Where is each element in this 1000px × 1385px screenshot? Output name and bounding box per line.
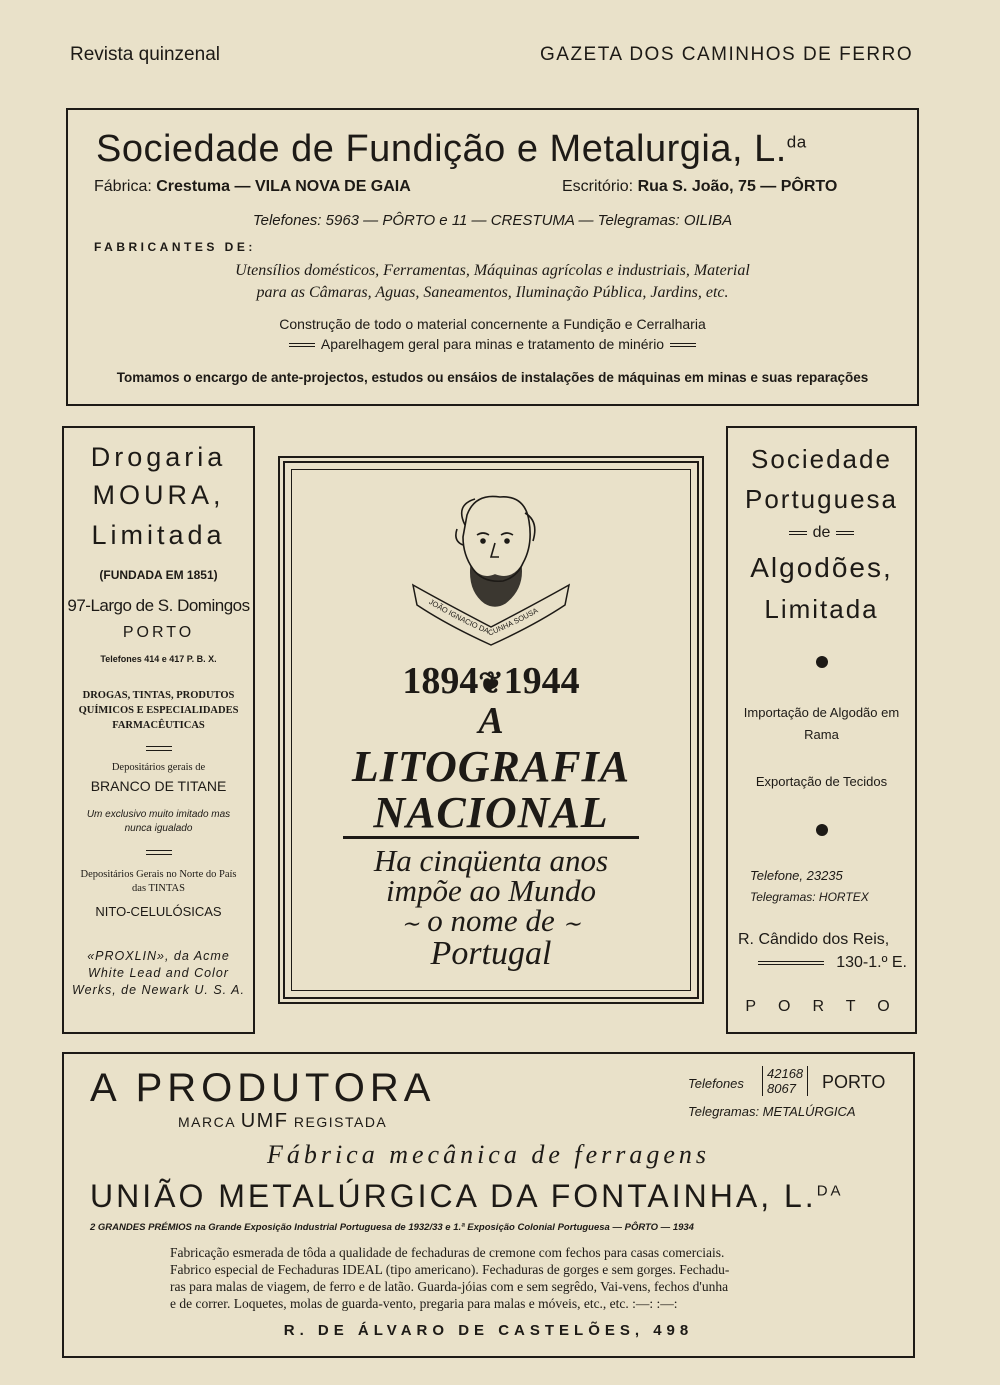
drogaria-branco: BRANCO DE TITANE xyxy=(90,778,227,794)
slogan-line-1: Ha cinqüenta anos xyxy=(373,843,609,878)
drogaria-exclusivo: Um exclusivo muito imitado mas nunca igualado xyxy=(86,809,231,834)
algodoes-telefone: Telefone, 23235 xyxy=(750,868,843,883)
aparelhagem-line: Aparelhagem geral para minas e tratamento de minério xyxy=(320,336,665,352)
produtora-premios: 2 GRANDES PRÉMIOS na Grande Exposição Industrial Portuguesa de 1932/33 e 1.ª Exposição Colonial Portuguesa — PÔRTO — 1934 xyxy=(90,1222,694,1233)
litografia-a: A xyxy=(478,700,504,742)
divider xyxy=(146,850,172,855)
drogaria-name-1: Drogaria xyxy=(90,442,227,472)
years-start: 1894 xyxy=(402,660,479,702)
algodoes-porto: PORTO xyxy=(745,998,912,1015)
rule-left xyxy=(758,961,824,965)
algodoes-de-row xyxy=(728,524,915,542)
bullet-icon xyxy=(816,656,828,668)
fabrica-label: Fábrica: xyxy=(94,178,152,195)
uniao-sup: DA xyxy=(816,1182,844,1200)
drogaria-depositarios-2: Depositários Gerais no Norte do País das TINTAS xyxy=(80,869,237,894)
drogaria-name-2: MOURA, xyxy=(92,480,225,510)
litografia-years xyxy=(285,659,697,703)
litografia-nacional: NACIONAL xyxy=(373,788,609,837)
produtora-tel-city: PORTO xyxy=(822,1072,886,1092)
laurel-icon: ❦ xyxy=(478,667,504,700)
ad-algodoes xyxy=(726,426,917,1034)
ad-drogaria xyxy=(62,426,255,1034)
algodoes-exportacao: Exportação de Tecidos xyxy=(755,774,888,789)
marca-registada: REGISTADA xyxy=(293,1114,388,1130)
slogan-line-4: Portugal xyxy=(430,935,552,972)
algodoes-importacao: Importação de Algodão em Rama xyxy=(743,705,900,742)
portrait-illustration xyxy=(405,485,577,647)
header-left: Revista quinzenal xyxy=(70,44,220,65)
slogan-line-2: impõe ao Mundo xyxy=(385,873,597,908)
fabricantes-heading: FABRICANTES DE: xyxy=(94,240,256,254)
escritorio-value: Rua S. João, 75 — PÔRTO xyxy=(637,178,838,195)
algodoes-numero-row xyxy=(736,954,907,972)
fundicao-telefones: Telefones: 5963 — PÔRTO e 11 — CRESTUMA — Telegramas: OILIBA xyxy=(252,212,733,229)
body-line-2: Fabrico especial de Fechaduras IDEAL (tipo americano). Fechaduras de gorges e sem gorges. Fechadu- xyxy=(170,1262,730,1277)
divider xyxy=(146,746,172,751)
drogaria-telefones: Telefones 414 e 417 P. B. X. xyxy=(100,654,217,664)
produtora-title: A PRODUTORA xyxy=(90,1066,436,1110)
fabrica-value: Crestuma — VILA NOVA DE GAIA xyxy=(156,178,411,195)
algodoes-name-5: Limitada xyxy=(764,594,879,624)
drogaria-address: 97-Largo de S. Domingos xyxy=(67,596,250,615)
ad-litografia xyxy=(278,456,704,1004)
tomamos-line: Tomamos o encargo de ante-projectos, estudos ou ensáios de instalações de máquinas em minas e suas reparações xyxy=(116,370,869,385)
bullet-icon xyxy=(816,824,828,836)
produtora-fabrica: Fábrica mecânica de ferragens xyxy=(266,1140,711,1169)
produtora-telegramas: Telegramas: METALÚRGICA xyxy=(688,1104,856,1119)
tel-2: 8067 xyxy=(767,1081,796,1096)
construcao-line: Construção de todo o material concernente a Fundição e Cerralharia xyxy=(279,316,706,332)
litografia-rule xyxy=(343,836,639,839)
flourish-right-icon: ∼ xyxy=(562,911,581,936)
drogaria-proxlin: «PROXLIN», da Acme White Lead and Color Werks, de Newark U. S. A. xyxy=(72,949,245,997)
algodoes-name-2: Portuguesa xyxy=(745,484,898,514)
marca-umf: UMF xyxy=(240,1110,289,1132)
marca-label: MARCA xyxy=(178,1114,236,1130)
algodoes-name-4: Algodões, xyxy=(750,552,893,583)
drogaria-depositarios-1: Depositários gerais de xyxy=(111,762,206,773)
aparelhagem-row xyxy=(68,336,917,352)
algodoes-name-3: de xyxy=(812,524,831,541)
drogaria-nito: NITO-CELULÓSICAS xyxy=(95,904,222,919)
algodoes-telegramas: Telegramas: HORTEX xyxy=(750,890,869,904)
ad-fundicao xyxy=(66,108,919,406)
algodoes-numero: 130-1.º E. xyxy=(836,954,907,971)
algodoes-name-1: Sociedade xyxy=(751,444,892,474)
produtora-uniao: UNIÃO METALÚRGICA DA FONTAINHA, L.$^{DA}$ xyxy=(90,1178,844,1214)
fundicao-title-sup: da xyxy=(786,132,807,152)
body-line-1: Fabricação esmerada de tôda a qualidade de fechaduras de cremone com fechos para casas comerciais. xyxy=(170,1245,725,1260)
rule-left xyxy=(789,531,807,535)
rule-left xyxy=(289,343,315,347)
products-line-1: Utensílios domésticos, Ferramentas, Máquinas agrícolas e industriais, Material xyxy=(235,262,750,279)
produtora-marca xyxy=(178,1110,387,1133)
rule-right xyxy=(670,343,696,347)
slogan-line-3-row xyxy=(285,903,697,939)
fundicao-title: Sociedade de Fundição e Metalurgia, L.$^{da}$ xyxy=(96,128,807,170)
litografia-name: LITOGRAFIA xyxy=(351,742,631,791)
tel-1: 42168 xyxy=(767,1066,804,1081)
portrait-banner-text: JOÃO IGNACIO DA CUNHA SOUSA xyxy=(427,597,540,638)
produtora-body xyxy=(170,1244,729,1312)
escritorio-label: Escritório: xyxy=(562,178,634,195)
slogan-line-3: o nome de xyxy=(427,903,555,938)
drogaria-drogas: DROGAS, TINTAS, PRODUTOS QUÍMICOS E ESPECIALIDADES FARMACÊUTICAS xyxy=(78,690,239,731)
algodoes-rua: R. Cândido dos Reis, xyxy=(738,931,890,948)
produtora-address: R. DE ÁLVARO DE CASTELÕES, 498 xyxy=(283,1322,694,1339)
drogaria-name-3: Limitada xyxy=(91,520,226,550)
body-line-3: ras para malas de viagem, de ferro e de latão. Guarda-jóias com e sem segrêdo, Vai-vens, fechos d'unha xyxy=(170,1279,729,1294)
products-line-2: para as Câmaras, Aguas, Saneamentos, Iluminação Pública, Jardins, etc. xyxy=(256,284,729,301)
drogaria-city: PORTO xyxy=(122,624,195,641)
drogaria-fundada: (FUNDADA EM 1851) xyxy=(99,568,218,582)
header-right: GAZETA DOS CAMINHOS DE FERRO xyxy=(540,44,914,65)
produtora-tel-numbers xyxy=(762,1066,808,1096)
produtora-telefones-label: Telefones xyxy=(688,1076,744,1091)
ad-produtora xyxy=(62,1052,915,1358)
years-end: 1944 xyxy=(503,660,580,702)
flourish-left-icon: ∼ xyxy=(401,911,420,936)
body-line-4: e de correr. Loquetes, molas de guarda-vento, pregaria para malas e móveis, etc., etc. :—: :—: xyxy=(170,1296,678,1311)
rule-right xyxy=(836,531,854,535)
